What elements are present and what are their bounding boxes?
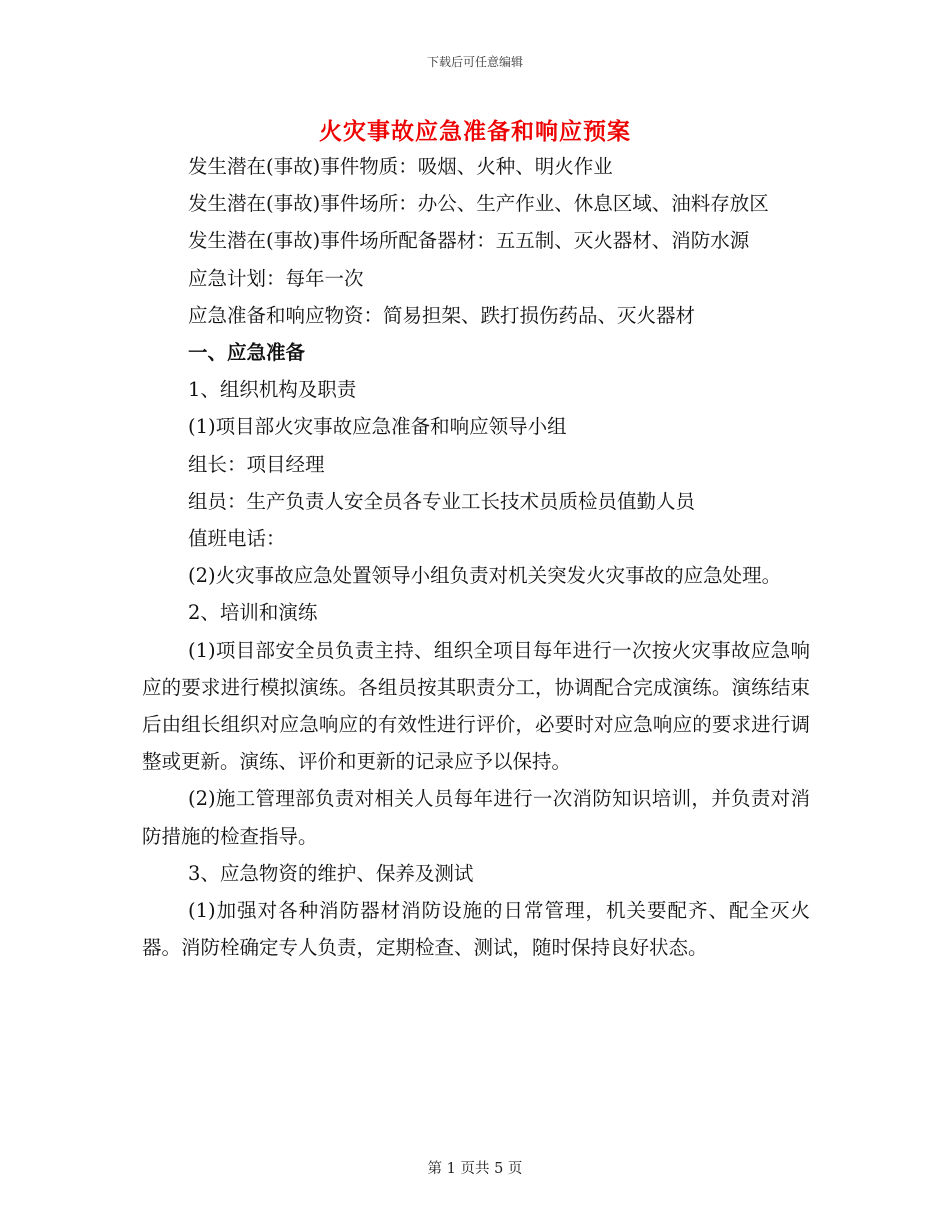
paragraph: 值班电话： <box>188 527 286 551</box>
paragraph: (1)项目部火灾事故应急准备和响应领导小组 <box>188 415 567 439</box>
paragraph: 应急计划：每年一次 <box>188 266 364 290</box>
document-title: 火灾事故应急准备和响应预案 <box>319 118 631 145</box>
page-footer: 第 1 页共 5 页 <box>427 1161 523 1177</box>
paragraph: (2)施工管理部负责对相关人员每年进行一次消防知识培训，并负责对消防措施的检查指导。 <box>142 787 810 848</box>
section-heading: 一、应急准备 <box>188 341 306 365</box>
page-header-note: 下载后可任意编辑 <box>426 55 523 69</box>
paragraph: (2)火灾事故应急处置领导小组负责对机关突发火灾事故的应急处理。 <box>188 564 782 588</box>
paragraph: 组长：项目经理 <box>188 452 325 476</box>
paragraph: 组员：生产负责人安全员各专业工长技术员质检员值勤人员 <box>188 489 696 513</box>
paragraph: 发生潜在(事故)事件场所配备器材：五五制、灭火器材、消防水源 <box>188 229 750 253</box>
paragraph: (1)项目部安全员负责主持、组织全项目每年进行一次按火灾事故应急响应的要求进行模拟演练。各组员按其职责分工，协调配合完成演练。演练结束后由组长组织对应急响应的有效性进行评价，必要时对应急响应的要求进行调整或更新。演练、评价和更新的记录应予以保持。 <box>142 638 810 774</box>
subsection-heading: 1、组织机构及职责 <box>188 378 357 402</box>
paragraph: (1)加强对各种消防器材消防设施的日常管理，机关要配齐、配全灭火器。消防栓确定专人负责，定期检查、测试，随时保持良好状态。 <box>142 899 810 960</box>
paragraph: 发生潜在(事故)事件场所：办公、生产作业、休息区域、油料存放区 <box>188 192 769 216</box>
subsection-heading: 2、培训和演练 <box>188 601 318 625</box>
subsection-heading: 3、应急物资的维护、保养及测试 <box>188 861 474 885</box>
paragraph: 发生潜在(事故)事件物质：吸烟、火种、明火作业 <box>188 155 613 178</box>
document-body <box>142 148 810 966</box>
paragraph: 应急准备和响应物资：简易担架、跌打损伤药品、灭火器材 <box>188 303 696 327</box>
